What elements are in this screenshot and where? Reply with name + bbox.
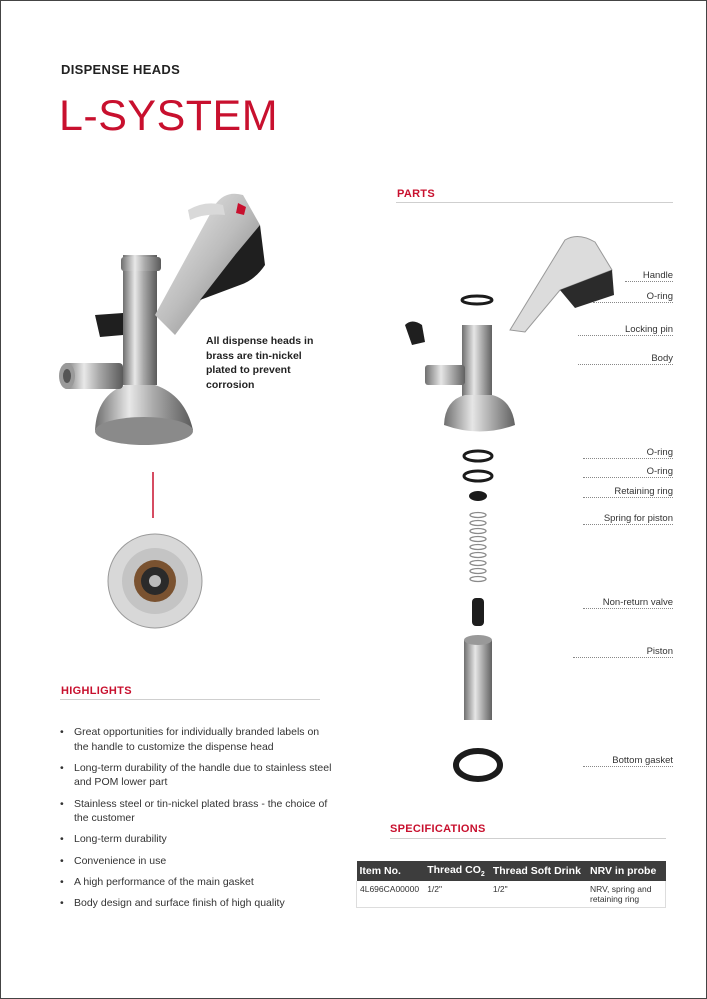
part-label: O-ring [646,291,673,302]
column-header: NRV in probe [587,861,666,881]
column-header: Thread Soft Drink [490,861,587,881]
page-title: L-SYSTEM [59,92,279,140]
leader-line [583,524,673,525]
list-item: • A high performance of the main gasket [60,875,335,890]
page-kicker: DISPENSE HEADS [61,62,181,77]
column-header: Thread $CO_2$ [424,861,490,881]
leader-line [583,608,673,609]
part-label: Retaining ring [614,486,673,497]
part-label: O-ring [646,447,673,458]
specifications-rule [390,838,666,839]
part-label: Piston [646,646,673,657]
leader-line [593,302,673,303]
exploded-parts-illustration [400,230,620,790]
list-item: • Great opportunities for individually branded labels on the handle to customize the dispense head [60,725,335,754]
highlights-rule [60,699,320,700]
leader-line [573,657,673,658]
table-cell: 1/2" [490,881,587,908]
list-item: • Body design and surface finish of high quality [60,896,335,911]
part-label: Locking pin [624,324,673,335]
parts-rule [396,202,673,203]
leader-line [625,281,673,282]
specifications-table [356,861,666,908]
table-cell: 4L696CA00000 [357,881,425,908]
leader-line [578,364,673,365]
leader-line [578,335,673,336]
leader-line [583,766,673,767]
list-item: • Stainless steel or tin-nickel plated brass - the choice of the customer [60,797,335,826]
callout-text: All dispense heads in brass are tin-nickel plated to prevent corrosion [206,335,314,391]
table-cell: 1/2" [424,881,490,908]
column-header: Item No. [357,861,425,881]
highlights-heading: HIGHLIGHTS [61,685,132,697]
list-item: • Long-term durability of the handle due to stainless steel and POM lower part [60,761,335,790]
leader-line [583,477,673,478]
parts-heading: PARTS [397,188,435,200]
leader-line [583,497,673,498]
specifications-heading: SPECIFICATIONS [390,823,486,835]
part-label: O-ring [646,466,673,477]
part-label: Spring for piston [603,513,673,524]
leader-line [150,472,156,520]
highlights-list [60,725,335,918]
table-cell: NRV, spring and retaining ring [587,881,666,908]
bottom-view-illustration [106,532,204,630]
list-item: • Convenience in use [60,854,335,869]
list-item: • Long-term durability [60,832,335,847]
part-label: Handle [642,270,673,281]
leader-line [583,458,673,459]
part-label: Non-return valve [602,597,673,608]
part-label: Bottom gasket [612,755,673,766]
dispense-head-illustration [55,185,270,475]
part-label: Body [651,353,673,364]
table-row [357,881,666,908]
